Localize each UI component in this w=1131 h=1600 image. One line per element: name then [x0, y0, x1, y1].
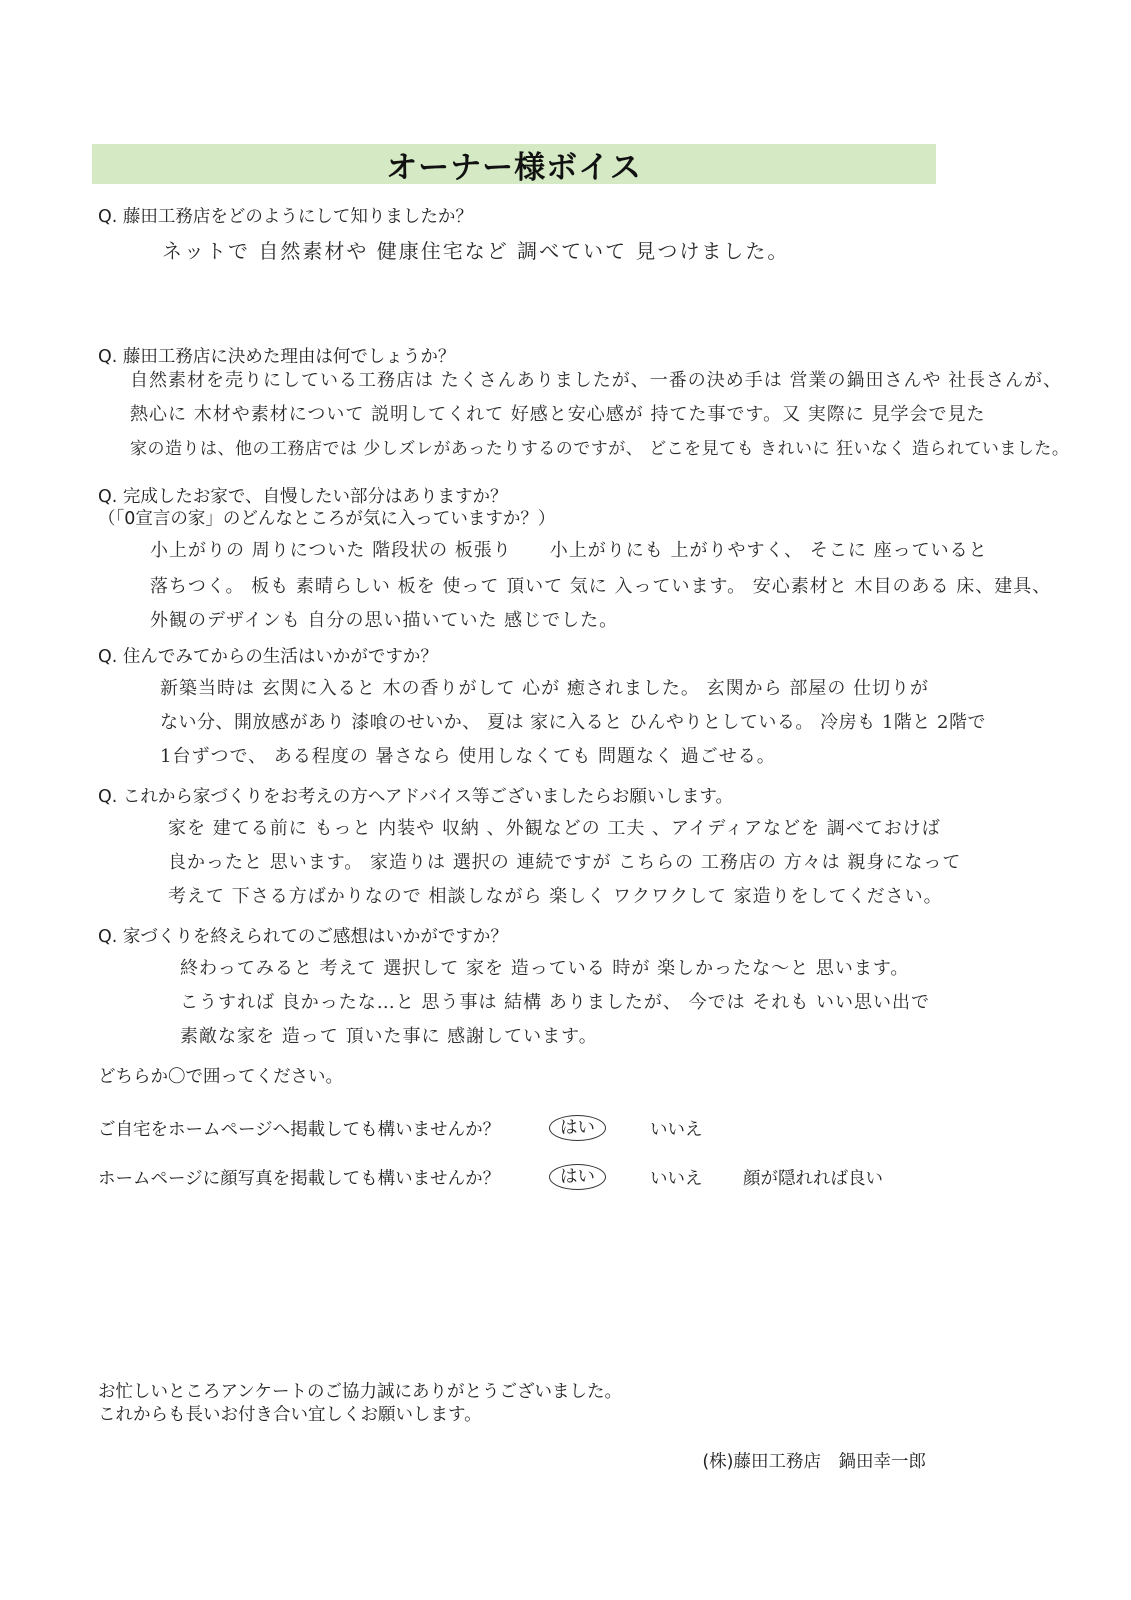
signature: (株)藤田工務店 鍋田幸一郎: [702, 1452, 926, 1472]
question-1: Q. 藤田工務店をどのようにして知りましたか？: [98, 207, 473, 227]
question-3-sub: （「0宣言の家」のどんなところが気に入っていますか？）: [98, 509, 556, 529]
answer-6-line-2: こうすれば 良かったな…と 思う事は 結構 ありましたが、 今では それも いい思い出で: [180, 992, 931, 1013]
question-4: Q. 住んでみてからの生活はいかがですか？: [98, 647, 438, 667]
permission-question-2: ホームページに顔写真を掲載しても構いませんか？: [98, 1169, 501, 1189]
question-5: Q. これから家づくりをお考えの方へアドバイス等ございましたらお願いします。: [98, 787, 733, 807]
thanks-line-2: これからも長いお付き合い宜しくお願いします。: [98, 1405, 482, 1425]
answer-2-line-2: 熱心に 木材や素材について 説明してくれて 好感と安心感が 持てた事です。又 実際に 見学会で見た: [130, 404, 986, 425]
answer-4-line-1: 新築当時は 玄関に入ると 木の香りがして 心が 癒されました。 玄関から 部屋の 仕切りが: [160, 678, 930, 699]
permission-1-no: いいえ: [650, 1120, 703, 1140]
page-title: オーナー様ボイス: [386, 149, 642, 186]
answer-6-line-1: 終わってみると 考えて 選択して 家を 造っている 時が 楽しかったな〜と 思います。: [180, 958, 910, 979]
answer-4-line-2: ない分、開放感があり 漆喰のせいか、 夏は 家に入ると ひんやりとしている。 冷房も 1階と 2階で: [160, 712, 986, 733]
answer-6-line-3: 素敵な家を 造って 頂いた事に 感謝しています。: [180, 1026, 598, 1047]
answer-3-line-3: 外観のデザインも 自分の思い描いていた 感じでした。: [150, 610, 619, 631]
question-3: Q. 完成したお家で、自慢したい部分はありますか？: [98, 487, 508, 507]
answer-3-line-2: 落ちつく。 板も 素晴らしい 板を 使って 頂いて 気に 入っています。 安心素材と 木目のある 床、建具、: [150, 576, 1052, 597]
permission-2-yes-circled: はい: [549, 1164, 606, 1190]
permission-question-1: ご自宅をホームページへ掲載しても構いませんか？: [98, 1120, 501, 1140]
answer-1-line-1: ネットで 自然素材や 健康住宅など 調べていて 見つけました。: [162, 239, 790, 263]
answer-3-line-1: 小上がりの 周りについた 階段状の 板張り 小上がりにも 上がりやすく、 そこに 座っていると: [150, 540, 988, 561]
permission-1-yes: [549, 1117, 606, 1139]
question-6: Q. 家づくりを終えられてのご感想はいかがですか？: [98, 927, 508, 947]
answer-4-line-3: 1台ずつで、 ある程度の 暑さなら 使用しなくても 問題なく 過ごせる。: [160, 746, 776, 767]
answer-2-line-1: 自然素材を売りにしている工務店は たくさんありましたが、一番の決め手は 営業の鍋田さんや 社長さんが、: [130, 370, 1063, 391]
question-2: Q. 藤田工務店に決めた理由は何でしょうか？: [98, 347, 456, 367]
title-banner: [92, 144, 936, 184]
permission-1-yes-circled: はい: [549, 1115, 606, 1141]
permission-2-no: いいえ: [650, 1169, 703, 1189]
permission-2-other: 顔が隠れれば良い: [743, 1169, 883, 1189]
answer-5-line-2: 良かったと 思います。 家造りは 選択の 連続ですが こちらの 工務店の 方々は 親身になって: [168, 852, 962, 873]
permission-2-yes: [549, 1166, 606, 1188]
circle-instruction: どちらか〇で囲ってください。: [98, 1067, 343, 1087]
answer-5-line-1: 家を 建てる前に もっと 内装や 収納 、外観などの 工夫 、アイディアなどを 調べておけば: [168, 818, 941, 839]
thanks-line-1: お忙しいところアンケートのご協力誠にありがとうございました。: [98, 1382, 622, 1402]
answer-2-line-3: 家の造りは、他の工務店では 少しズレがあったりするのですが、 どこを見ても きれいに 狂いなく 造られていました。: [130, 439, 1070, 459]
answer-5-line-3: 考えて 下さる方ばかりなので 相談しながら 楽しく ワクワクして 家造りをしてください。: [168, 886, 943, 907]
